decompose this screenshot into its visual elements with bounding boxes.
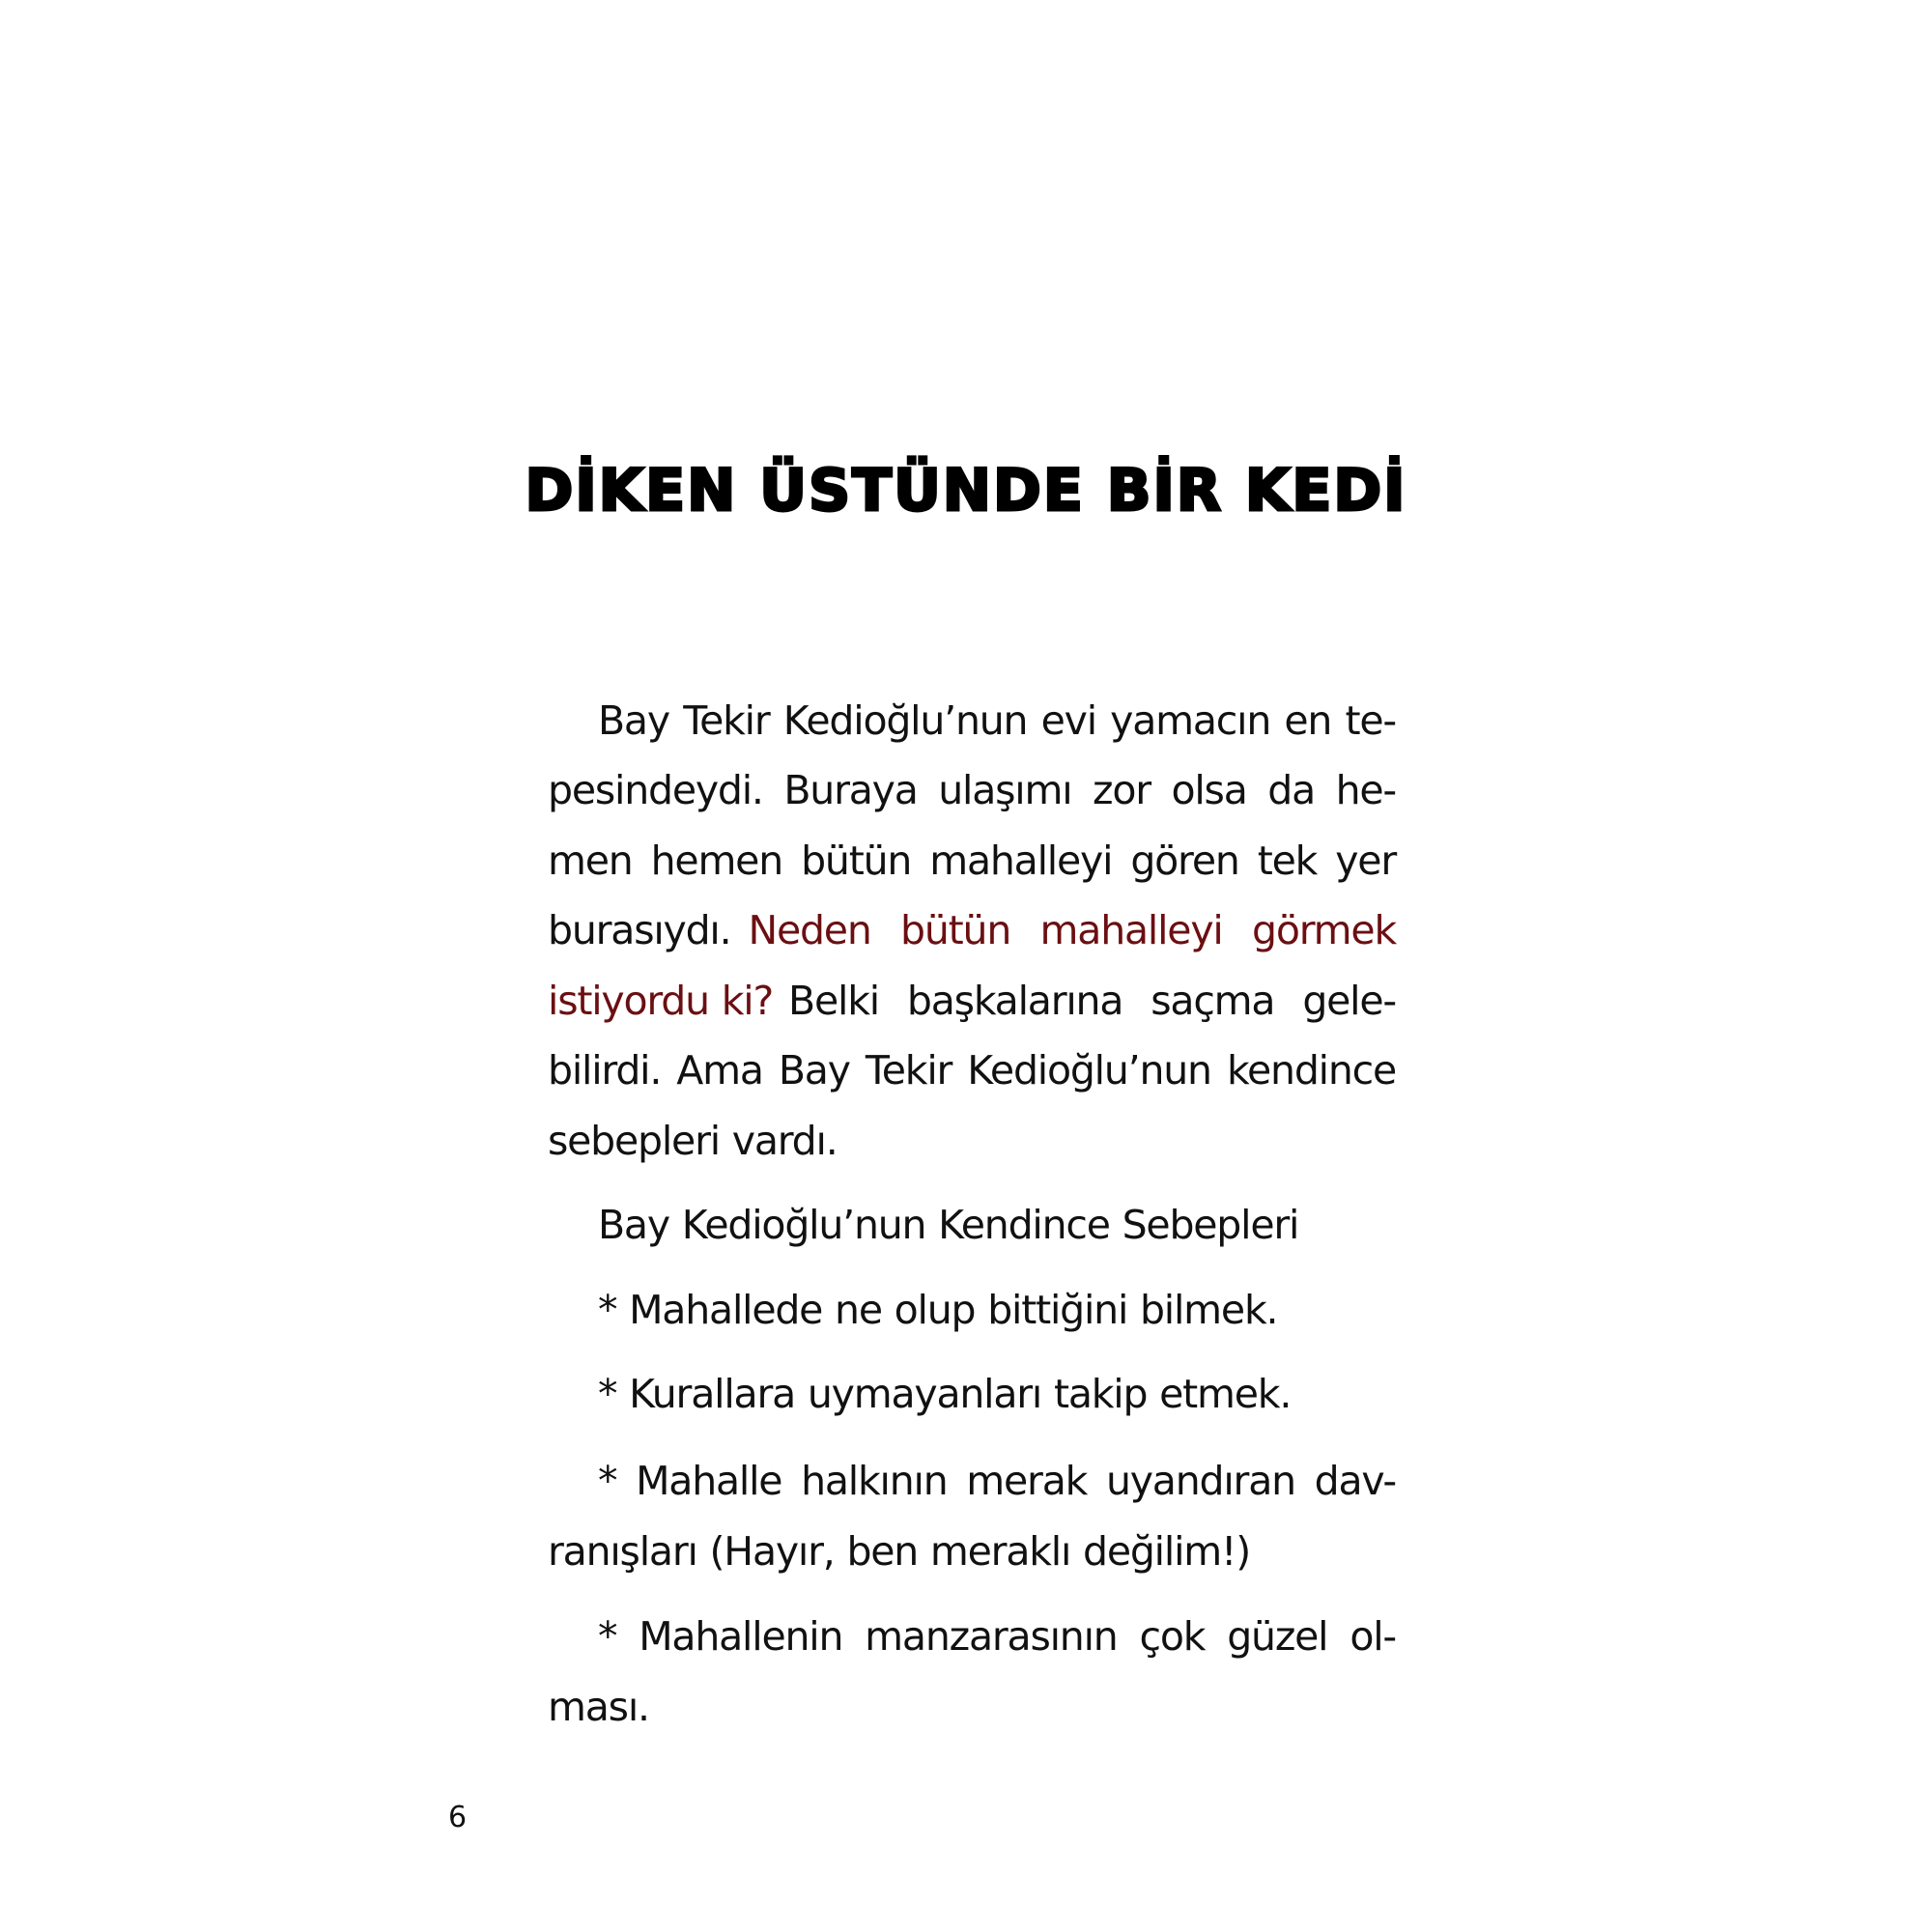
highlighted-question: istiyordu ki? (548, 978, 774, 1024)
paragraph-line (548, 901, 1396, 959)
page-number: 6 (448, 1801, 468, 1834)
paragraph-line: sebepleri vardı. (548, 1118, 838, 1164)
paragraph-line (548, 972, 1396, 1030)
paragraph-text: burasıydı. (548, 907, 731, 953)
paragraph-line: Bay Tekir Kedioğlu’nun evi yamacın en te- (598, 697, 1396, 744)
list-item: * Mahalle halkının merak uyandıran dav- (598, 1458, 1396, 1504)
list-item: * Kurallara uymayanları takip etmek. (598, 1371, 1292, 1417)
list-item: * Mahallede ne olup bittiğini bilmek. (598, 1287, 1278, 1333)
list-item-continuation: ranışları (Hayır, ben meraklı değilim!) (548, 1528, 1251, 1575)
chapter-title: DİKEN ÜSTÜNDE BİR KEDİ (525, 457, 1407, 526)
list-item-continuation: ması. (548, 1684, 649, 1730)
list-item: * Mahallenin manzarasının çok güzel ol- (598, 1613, 1396, 1660)
highlighted-question: Neden bütün mahalleyi görmek (748, 907, 1396, 953)
paragraph-line: pesindeydi. Buraya ulaşımı zor olsa da he- (548, 767, 1396, 813)
paragraph-line: bilirdi. Ama Bay Tekir Kedioğlu’nun kendince (548, 1047, 1396, 1094)
paragraph-text: Belki başkalarına saçma gele- (788, 978, 1396, 1024)
list-heading: Bay Kedioğlu’nun Kendince Sebepleri (598, 1202, 1299, 1248)
paragraph-line: men hemen bütün mahalleyi gören tek yer (548, 838, 1396, 884)
